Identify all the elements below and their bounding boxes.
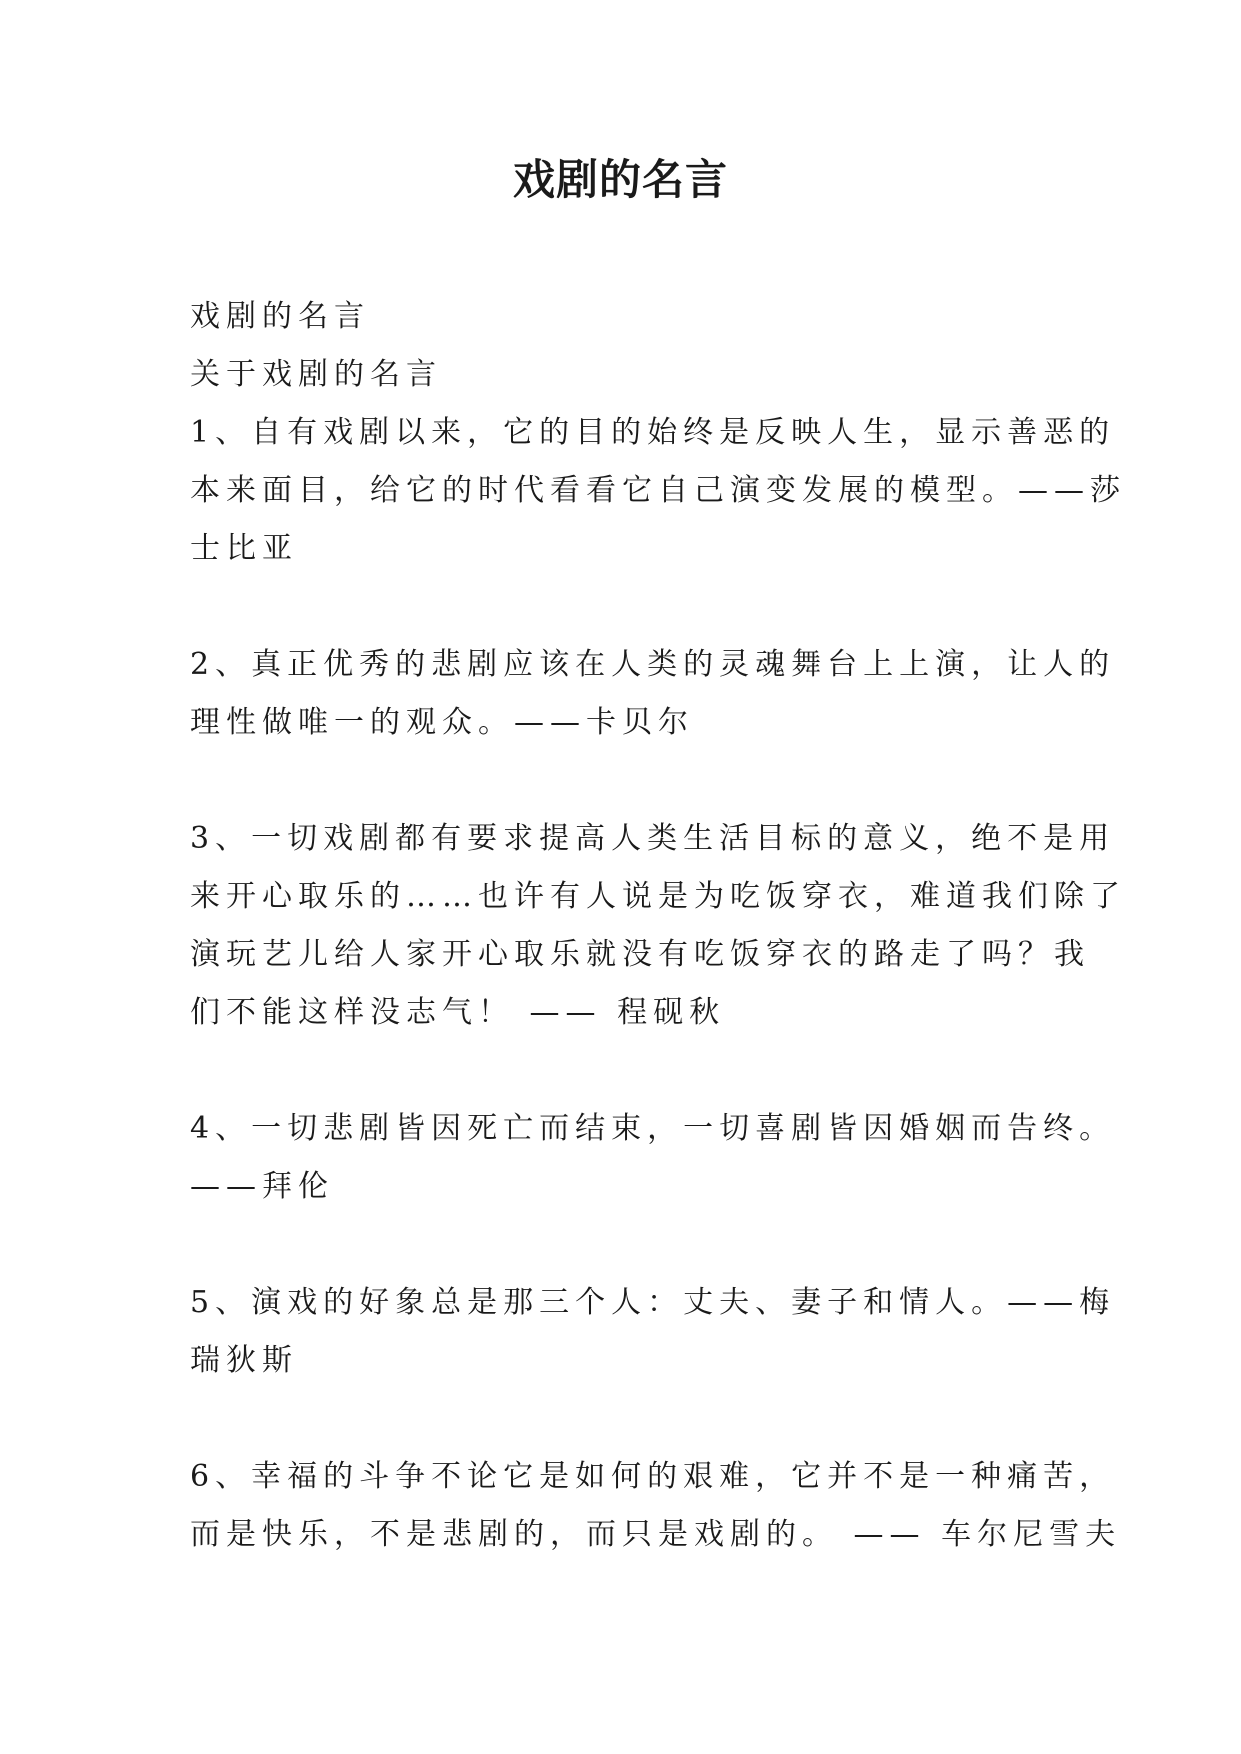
heading-line: 戏剧的名言: [190, 299, 370, 334]
document-title: 戏剧的名言: [512, 155, 728, 204]
quote-line: 1、自有戏剧以来，它的目的始终是反映人生，显示善恶的: [190, 415, 1116, 450]
quote-line: 而是快乐，不是悲剧的，而只是戏剧的。 —— 车尔尼雪夫: [190, 1517, 1122, 1552]
quote-line: 演玩艺儿给人家开心取乐就没有吃饭穿衣的路走了吗？我: [190, 937, 1090, 972]
paragraph-gap: [190, 1042, 1060, 1100]
heading-line: 关于戏剧的名言: [190, 357, 442, 392]
quote-item: [190, 1100, 1116, 1216]
quote-line: 6、幸福的斗争不论它是如何的艰难，它并不是一种痛苦，: [190, 1459, 1116, 1494]
quote-line: ——拜伦: [190, 1169, 334, 1204]
paragraph-gap: [190, 578, 1060, 636]
quote-item: [190, 404, 1126, 578]
quote-item: [190, 1448, 1122, 1564]
document-body: [190, 288, 1126, 1564]
paragraph-gap: [190, 752, 1060, 810]
quote-line: 来开心取乐的……也许有人说是为吃饭穿衣，难道我们除了: [190, 879, 1126, 914]
quote-line: 理性做唯一的观众。——卡贝尔: [190, 705, 694, 740]
quote-item: [190, 636, 1116, 752]
quote-line: 本来面目，给它的时代看看它自己演变发展的模型。——莎: [190, 473, 1126, 508]
quote-line: 士比亚: [190, 531, 298, 566]
quote-item: [190, 810, 1126, 1042]
quote-line: 们不能这样没志气！ —— 程砚秋: [190, 995, 726, 1030]
quote-item: [190, 1274, 1116, 1390]
paragraph-gap: [190, 1390, 1060, 1448]
quote-line: 5、演戏的好象总是那三个人：丈夫、妻子和情人。——梅: [190, 1285, 1116, 1320]
quote-line: 瑞狄斯: [190, 1343, 298, 1378]
quote-line: 2、真正优秀的悲剧应该在人类的灵魂舞台上上演，让人的: [190, 647, 1116, 682]
quote-line: 3、一切戏剧都有要求提高人类生活目标的意义，绝不是用: [190, 821, 1116, 856]
paragraph-gap: [190, 1216, 1060, 1274]
quote-line: 4、一切悲剧皆因死亡而结束，一切喜剧皆因婚姻而告终。: [190, 1111, 1116, 1146]
